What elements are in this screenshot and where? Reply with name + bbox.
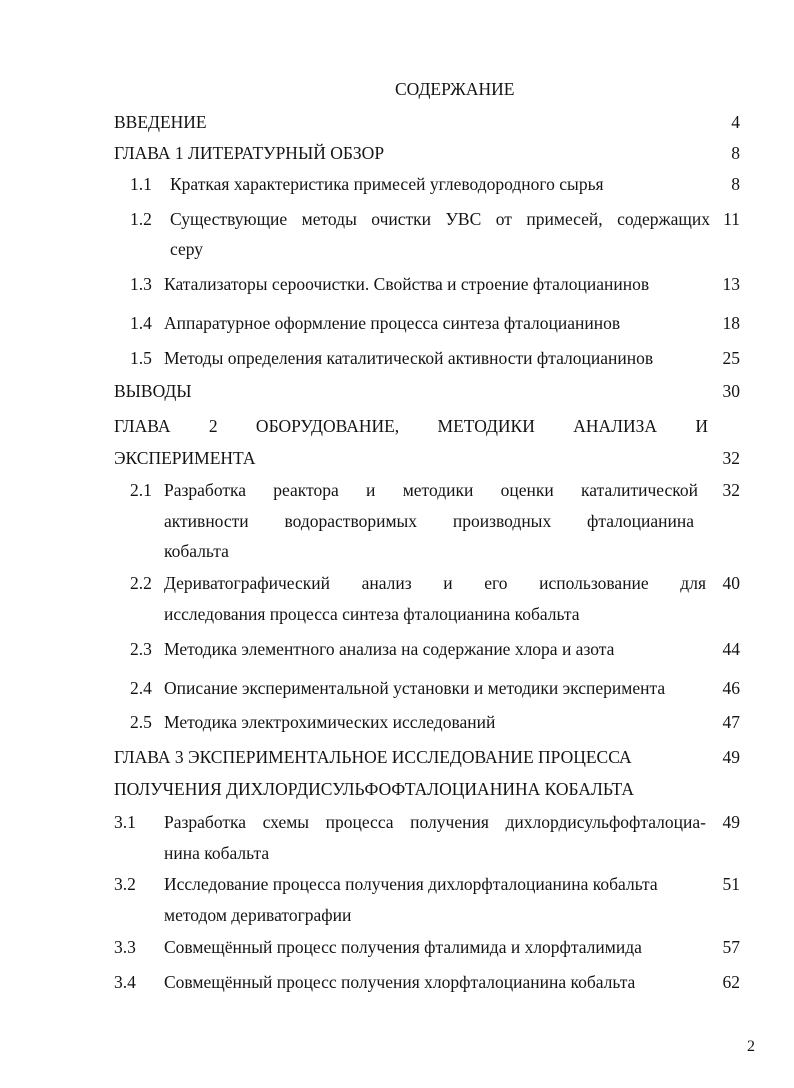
toc-entry-text: Разработка реактора и методики оценки каталитической [164, 480, 698, 500]
toc-entry-number: 1.5 [130, 348, 152, 368]
toc-entry-text: Описание экспериментальной установки и методики эксперимента [164, 678, 666, 698]
toc-entry-page: 32 [722, 480, 740, 500]
page-number: 2 [747, 1038, 755, 1055]
toc-entry-page: 4 [731, 112, 740, 132]
toc-entry-number: 1.4 [130, 313, 152, 333]
toc-entry-text-cont: методом дериватографии [164, 905, 352, 925]
toc-entry-page: 40 [722, 573, 740, 593]
toc-entry-text-cont: ЭКСПЕРИМЕНТА [114, 448, 256, 468]
toc-entry-text: Краткая характеристика примесей углеводородного сырья [170, 174, 604, 194]
toc-entry-text: ГЛАВА 1 ЛИТЕРАТУРНЫЙ ОБЗОР [114, 143, 385, 163]
toc-entry-text-cont: кобальта [164, 541, 229, 561]
toc-entry-page: 49 [722, 812, 740, 832]
toc-entry-page: 32 [722, 448, 740, 468]
toc-entry-text-cont: исследования процесса синтеза фталоцианина кобальта [164, 604, 580, 624]
toc-entry-page: 8 [731, 174, 740, 194]
toc-entry-page: 11 [723, 209, 740, 229]
toc-entry-text: Катализаторы сероочистки. Свойства и строение фталоцианинов [164, 274, 650, 294]
toc-entry-text: Разработка схемы процесса получения дихлордисульфофталоциа- [164, 812, 706, 832]
toc-entry-text: ВВЕДЕНИЕ [114, 112, 207, 132]
toc-entry-number: 3.3 [114, 937, 136, 957]
toc-entry-number: 3.4 [114, 972, 136, 992]
toc-entry-number: 1.3 [130, 274, 152, 294]
toc-entry-page: 47 [722, 712, 740, 732]
toc-entry-page: 49 [722, 747, 740, 767]
toc-entry-page: 57 [722, 937, 740, 957]
toc-entry-number: 2.2 [130, 573, 152, 593]
toc-entry-number: 1.1 [130, 174, 152, 194]
toc-entry-text: Методика электрохимических исследований [164, 712, 496, 732]
toc-entry-text: Существующие методы очистки УВС от примесей, содержащих [170, 209, 710, 229]
toc-entry-page: 18 [722, 313, 740, 333]
toc-entry-text: Совмещённый процесс получения фталимида и хлорфталимида [164, 937, 642, 957]
toc-entry-text: Методы определения каталитической активности фталоцианинов [164, 348, 654, 368]
toc-entry-page: 13 [722, 274, 740, 294]
toc-entry-page: 25 [722, 348, 740, 368]
toc-entry-number: 3.1 [114, 812, 136, 832]
toc-entry-text: Исследование процесса получения дихлорфталоцианина кобальта [164, 874, 658, 894]
toc-entry-number: 1.2 [130, 209, 152, 229]
toc-entry-text: Методика элементного анализа на содержание хлора и азота [164, 639, 615, 659]
toc-entry-text-cont: нина кобальта [164, 843, 270, 863]
toc-entry-text: Аппаратурное оформление процесса синтеза фталоцианинов [164, 313, 621, 333]
toc-entry-page: 44 [722, 639, 740, 659]
toc-entry-text-cont: ПОЛУЧЕНИЯ ДИХЛОРДИСУЛЬФОФТАЛОЦИАНИНА КОБАЛЬТА [114, 779, 635, 799]
toc-entry-page: 46 [722, 678, 740, 698]
toc-entry-page: 8 [731, 143, 740, 163]
toc-entry-text: Совмещённый процесс получения хлорфталоцианина кобальта [164, 972, 636, 992]
toc-entry-page: 62 [722, 972, 740, 992]
toc-entry-text-cont: серу [170, 239, 204, 259]
toc-entry-number: 2.4 [130, 678, 152, 698]
toc-entry-page: 30 [722, 381, 740, 401]
toc-entry-page: 51 [722, 874, 740, 894]
toc-entry-text: ГЛАВА 3 ЭКСПЕРИМЕНТАЛЬНОЕ ИССЛЕДОВАНИЕ ПРОЦЕССА [114, 747, 632, 767]
toc-title: СОДЕРЖАНИЕ [395, 79, 515, 99]
toc-entry-number: 2.3 [130, 639, 152, 659]
toc-entry-text: ВЫВОДЫ [114, 381, 192, 401]
toc-entry-text-cont: активности водорастворимых производных фталоцианина [164, 511, 694, 531]
toc-entry-number: 3.2 [114, 874, 136, 894]
toc-entry-number: 2.1 [130, 480, 152, 500]
toc-entry-number: 2.5 [130, 712, 152, 732]
toc-entry-text: Дериватографический анализ и его использование для [164, 573, 706, 593]
toc-entry-text: ГЛАВА 2 ОБОРУДОВАНИЕ, МЕТОДИКИ АНАЛИЗА И [114, 416, 708, 436]
